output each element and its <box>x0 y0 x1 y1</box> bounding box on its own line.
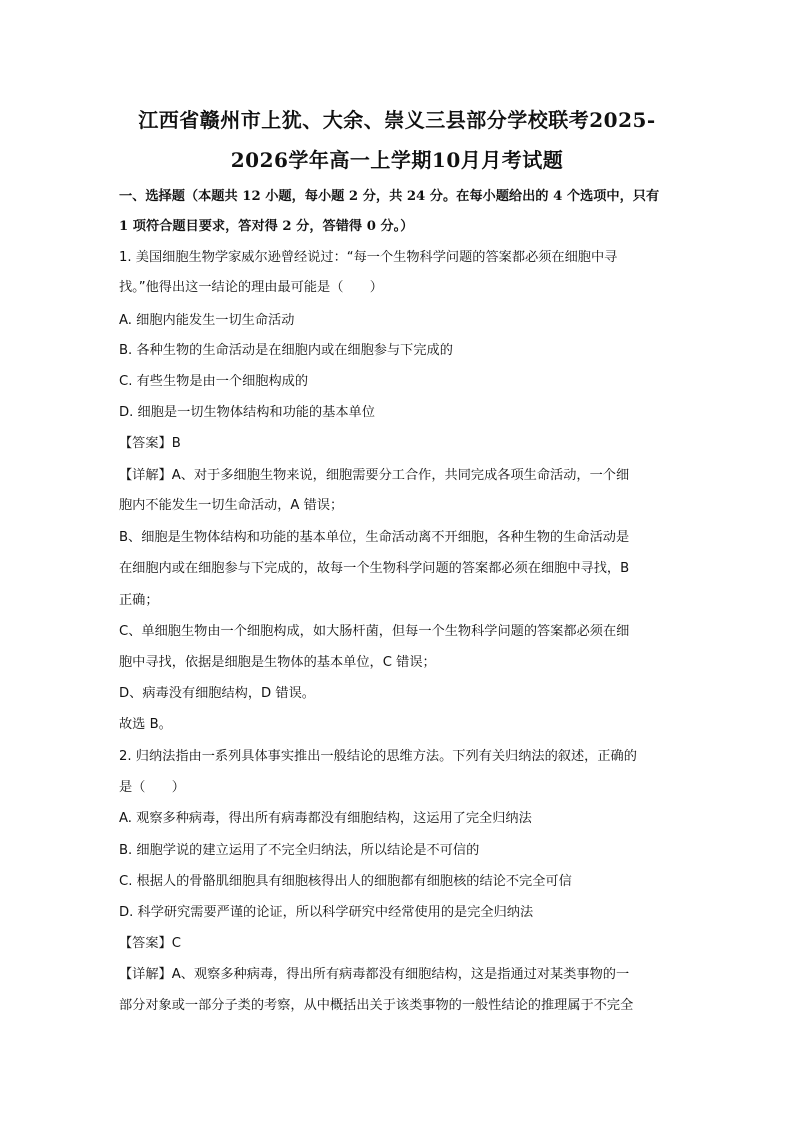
section-heading-line-1: 一、选择题（本题共 12 小题，每小题 2 分，共 24 分。在每小题给出的 4 个选项中，只有 <box>119 189 660 204</box>
document-title-line-2: 2026学年高一上学期10月月考试题 <box>230 148 564 172</box>
document-title-line-1: 江西省赣州市上犹、大余、崇义三县部分学校联考2025- <box>138 108 656 132</box>
q2-explanation-line-2: 部分对象或一部分子类的考察，从中概括出关于该类事物的一般性结论的推理属于不完全 <box>119 998 634 1013</box>
q2-option-c: C. 根据人的骨骼肌细胞具有细胞核得出人的细胞都有细胞核的结论不完全可信 <box>119 874 572 889</box>
q1-explanation-line-6: C、单细胞生物由一个细胞构成，如大肠杆菌，但每一个生物科学问题的答案都必须在细 <box>119 624 630 639</box>
q1-option-a: A. 细胞内能发生一切生命活动 <box>119 313 295 328</box>
q2-stem-line-1: 2. 归纳法指由一系列具体事实推出一般结论的思维方法。下列有关归纳法的叙述，正确的 <box>119 749 637 764</box>
q2-stem-line-2: 是（ ） <box>119 780 185 795</box>
q1-explanation-line-5: 正确； <box>119 593 159 608</box>
q1-explanation-line-8: D、病毒没有细胞结构，D 错误。 <box>119 686 315 701</box>
q1-explanation-line-1: 【详解】A、对于多细胞生物来说，细胞需要分工合作，共同完成各项生命活动，一个细 <box>119 468 630 483</box>
section-heading-line-2: 1 项符合题目要求，答对得 2 分，答错得 0 分。） <box>119 219 414 234</box>
q2-explanation-line-1: 【详解】A、观察多种病毒，得出所有病毒都没有细胞结构，这是指通过对某类事物的一 <box>119 967 630 982</box>
q1-stem-line-2: 找。”他得出这一结论的理由最可能是（ ） <box>119 280 383 295</box>
q1-explanation-line-3: B、细胞是生物体结构和功能的基本单位，生命活动离不开细胞，各种生物的生命活动是 <box>119 530 630 545</box>
q1-stem-line-1: 1. 美国细胞生物学家威尔逊曾经说过：“每一个生物科学问题的答案都必须在细胞中寻 <box>119 250 618 265</box>
q2-answer: 【答案】C <box>119 936 181 951</box>
q1-explanation-line-9: 故选 B。 <box>119 717 172 732</box>
q1-explanation-line-2: 胞内不能发生一切生命活动，A 错误； <box>119 498 344 513</box>
q1-explanation-line-7: 胞中寻找，依据是细胞是生物体的基本单位，C 错误； <box>119 655 436 670</box>
q1-option-b: B. 各种生物的生命活动是在细胞内或在细胞参与下完成的 <box>119 343 453 358</box>
q2-option-a: A. 观察多种病毒，得出所有病毒都没有细胞结构，这运用了完全归纳法 <box>119 811 532 826</box>
q2-option-d: D. 科学研究需要严谨的论证，所以科学研究中经常使用的是完全归纳法 <box>119 905 534 920</box>
q1-option-c: C. 有些生物是由一个细胞构成的 <box>119 374 309 389</box>
q1-option-d: D. 细胞是一切生物体结构和功能的基本单位 <box>119 405 375 420</box>
q1-answer: 【答案】B <box>119 436 181 451</box>
q1-explanation-line-4: 在细胞内或在细胞参与下完成的，故每一个生物科学问题的答案都必须在细胞中寻找，B <box>119 561 630 576</box>
q2-option-b: B. 细胞学说的建立运用了不完全归纳法，所以结论是不可信的 <box>119 843 480 858</box>
